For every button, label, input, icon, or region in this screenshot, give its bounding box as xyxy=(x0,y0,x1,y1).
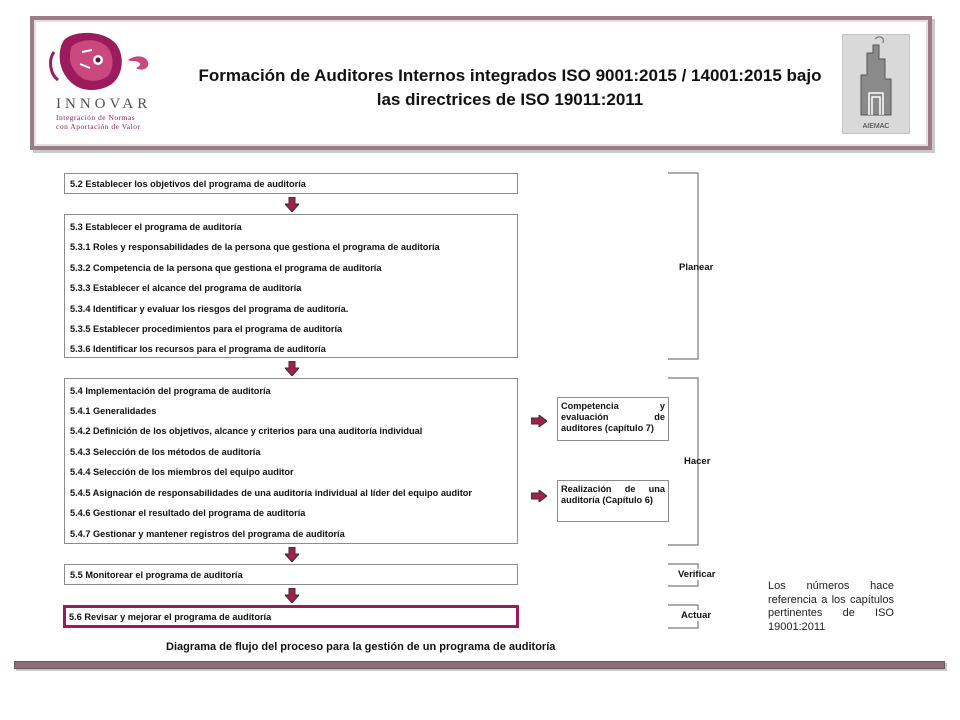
step-5-5-box xyxy=(64,564,518,585)
step-line: 5.2 Establecer los objetivos del programa de auditoría xyxy=(70,179,306,189)
step-5-4-box xyxy=(64,378,518,544)
realizacion-box: Realización de una auditoría (Capítulo 6) xyxy=(557,480,669,522)
diagram-caption: Diagrama de flujo del proceso para la gestión de un programa de auditoría xyxy=(166,641,556,653)
step-line: 5.3.6 Identificar los recursos para el programa de auditoría xyxy=(70,344,326,354)
step-line: 5.4.5 Asignación de responsabilidades de una auditoría individual al líder del equipo auditor xyxy=(70,488,472,498)
step-line: 5.4.4 Selección de los miembros del equipo auditor xyxy=(70,467,294,477)
step-line: 5.6 Revisar y mejorar el programa de auditoría xyxy=(69,612,272,622)
competencia-box: Competencia y evaluación de auditores (capítulo 7) xyxy=(557,397,669,441)
aiemac-tower-icon xyxy=(843,35,909,133)
bottom-divider xyxy=(14,661,945,669)
aiemac-logo xyxy=(842,34,910,134)
right-arrow-icon xyxy=(531,490,547,502)
step-5-6-box xyxy=(63,605,519,628)
step-5-2-box xyxy=(64,173,518,194)
down-arrow-icon xyxy=(285,197,299,212)
down-arrow-icon xyxy=(285,588,299,603)
step-5-3-box xyxy=(64,214,518,358)
step-line: 5.4.1 Generalidades xyxy=(70,406,157,416)
phase-planear-label: Planear xyxy=(679,262,714,273)
svg-text:con Aportación de Valor: con Aportación de Valor xyxy=(56,122,141,131)
phase-verificar-label: Verificar xyxy=(678,569,716,580)
step-line: 5.3 Establecer el programa de auditoría xyxy=(70,222,242,232)
step-line: 5.3.5 Establecer procedimientos para el programa de auditoría xyxy=(70,324,343,334)
innovar-mask-icon xyxy=(51,33,149,90)
step-line: 5.3.1 Roles y responsabilidades de la persona que gestiona el programa de auditoría xyxy=(70,242,440,252)
innovar-logo xyxy=(44,30,184,136)
phase-actuar-label: Actuar xyxy=(681,610,712,621)
step-line: 5.4.7 Gestionar y mantener registros del programa de auditoría xyxy=(70,529,345,539)
step-line: 5.3.4 Identificar y evaluar los riesgos del programa de auditoría. xyxy=(70,304,349,314)
step-line: 5.4 Implementación del programa de auditoría xyxy=(70,386,271,396)
phase-hacer-label: Hacer xyxy=(684,456,711,467)
svg-text:Integración de Normas: Integración de Normas xyxy=(56,113,136,122)
right-arrow-icon xyxy=(531,415,547,427)
svg-text:INNOVAR: INNOVAR xyxy=(56,96,152,112)
step-line: 5.3.2 Competencia de la persona que gestiona el programa de auditoría xyxy=(70,263,382,273)
page-title: Formación de Auditores Internos integrados ISO 9001:2015 / 14001:2015 bajo las directrices de ISO 19011:2011 xyxy=(198,66,822,109)
reference-note: Los números hace referencia a los capítulos pertinentes de ISO 19001:2011 xyxy=(768,580,894,633)
down-arrow-icon xyxy=(285,361,299,376)
step-line: 5.3.3 Establecer el alcance del programa de auditoría xyxy=(70,283,302,293)
step-line: 5.4.2 Definición de los objetivos, alcance y criterios para una auditoría individual xyxy=(70,426,423,436)
step-line: 5.5 Monitorear el programa de auditoría xyxy=(70,570,243,580)
step-line: 5.4.6 Gestionar el resultado del programa de auditoría xyxy=(70,508,306,518)
svg-text:AIEMAC: AIEMAC xyxy=(862,123,890,130)
step-line: 5.4.3 Selección de los métodos de auditoría xyxy=(70,447,261,457)
down-arrow-icon xyxy=(285,547,299,562)
